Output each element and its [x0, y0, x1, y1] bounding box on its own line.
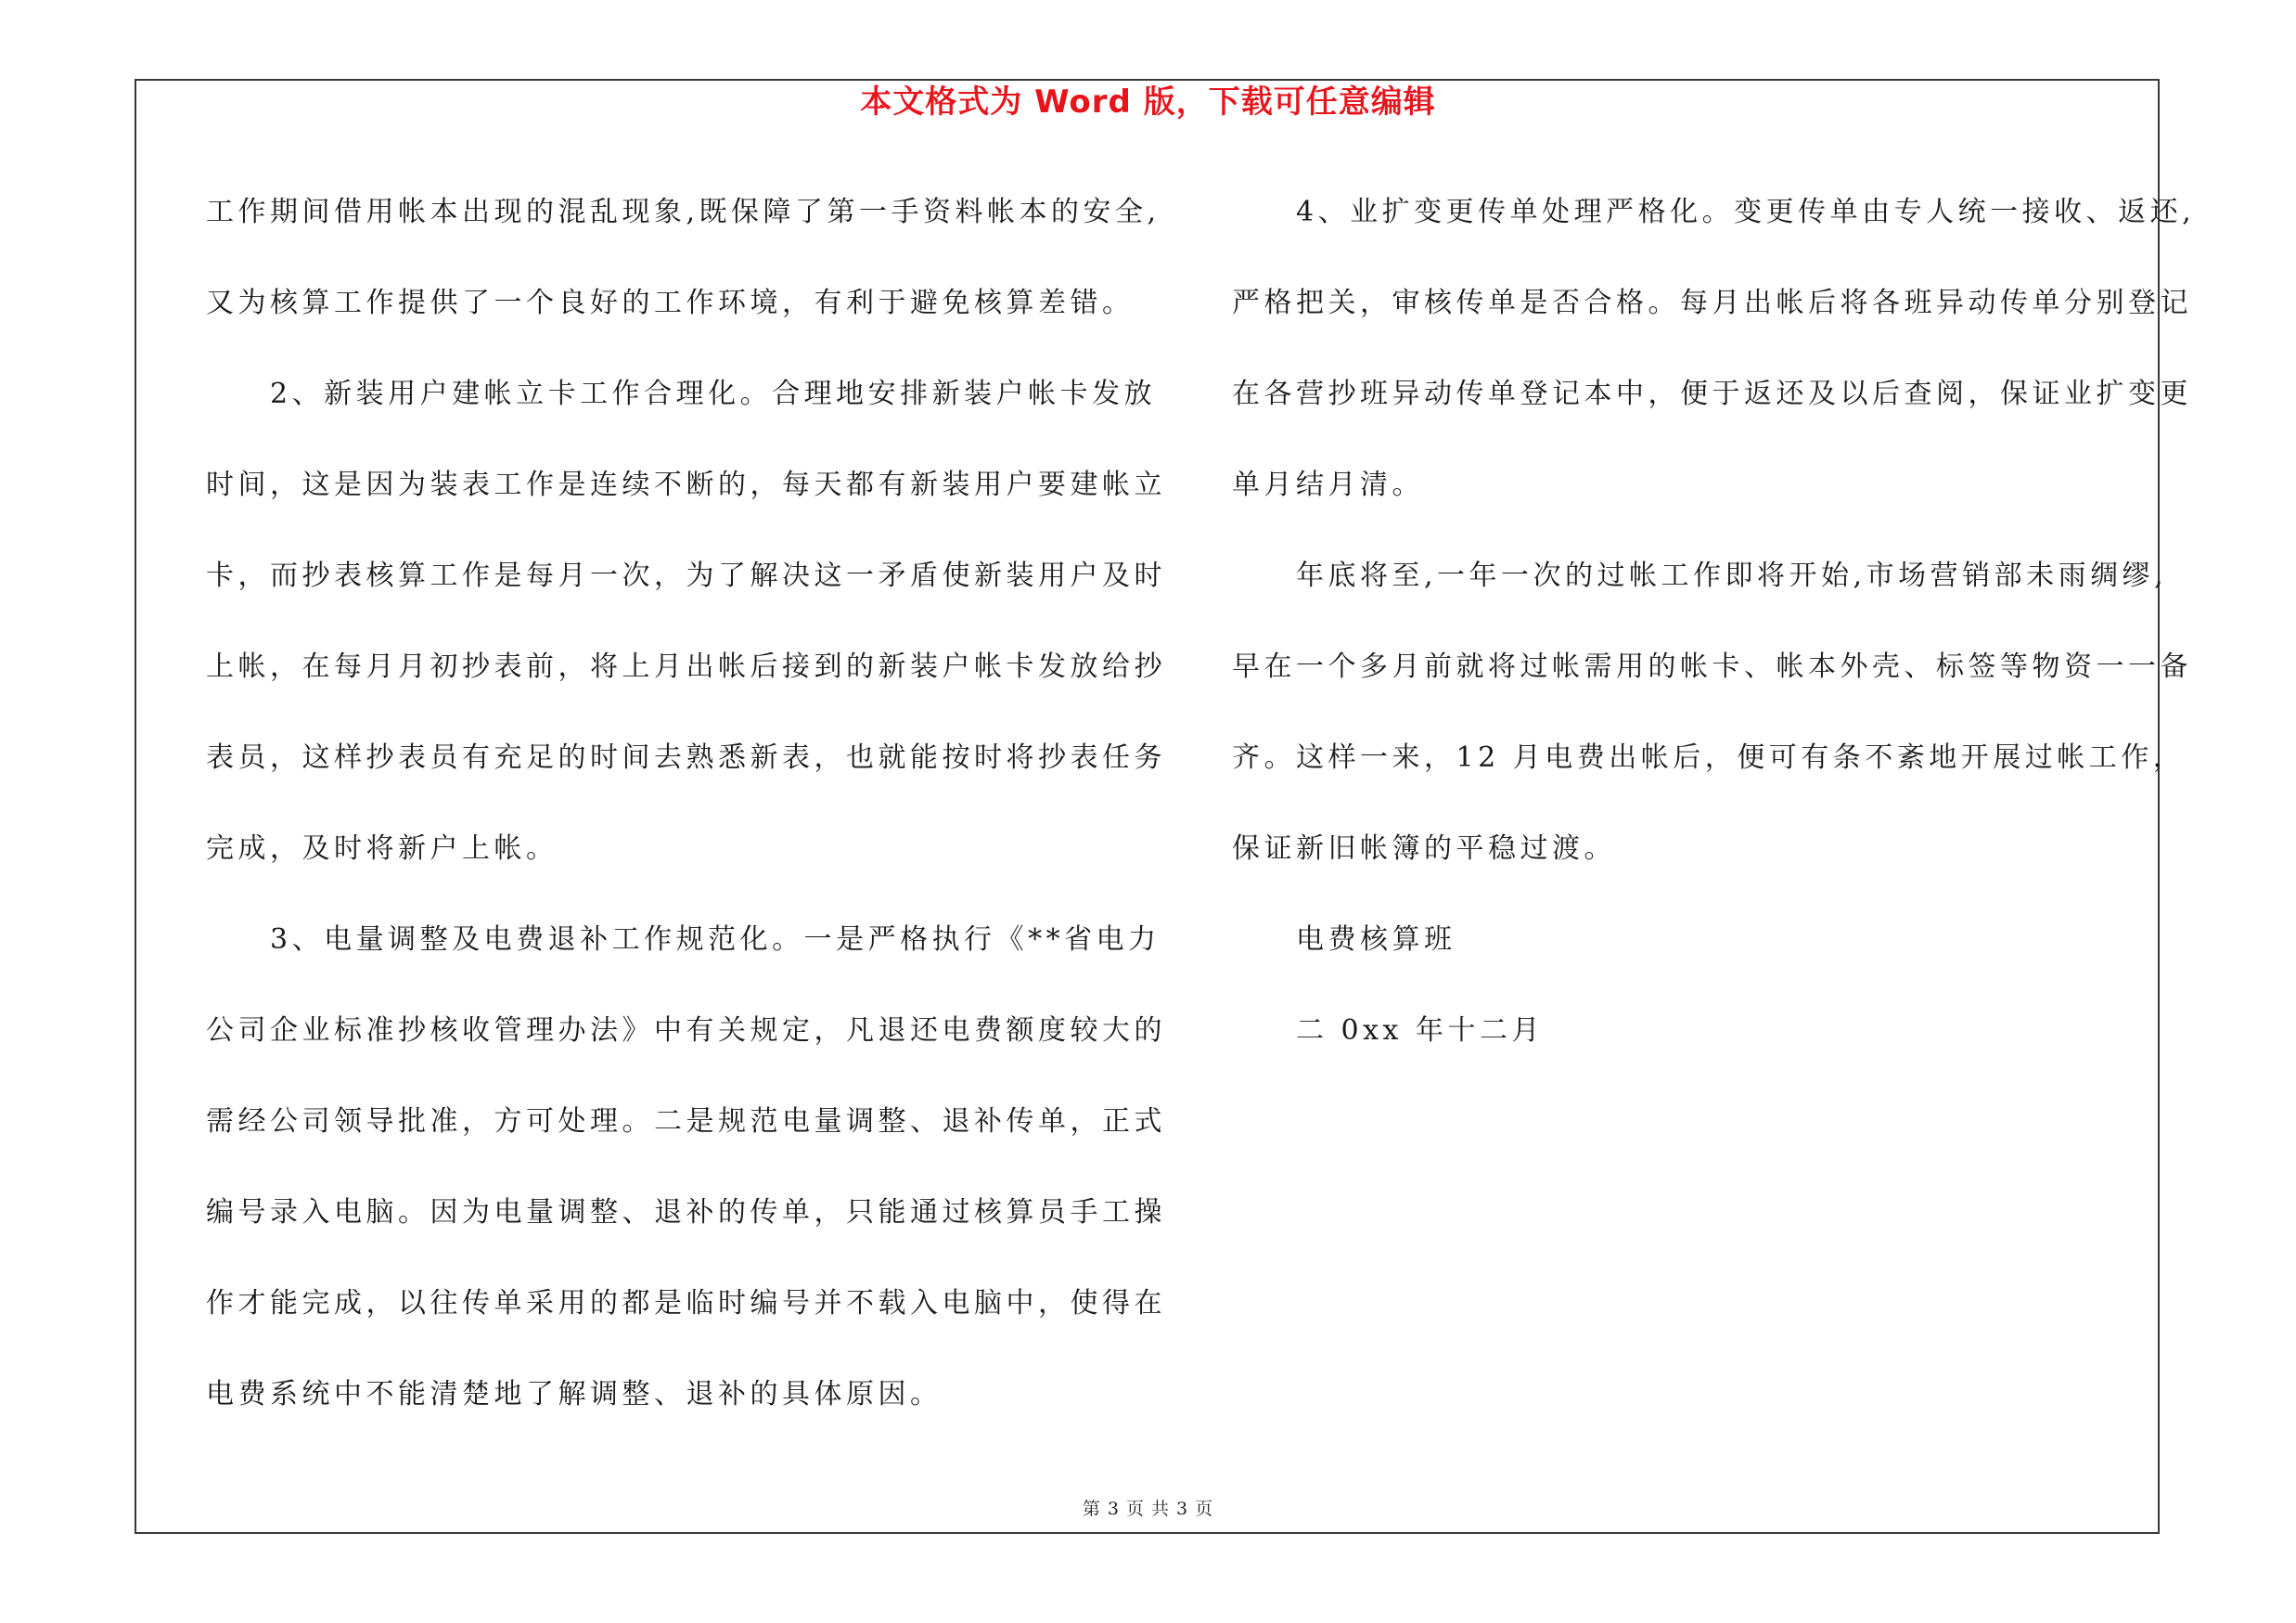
- body-line: 表员，这样抄表员有充足的时间去熟悉新表，也就能按时将抄表任务: [206, 741, 1166, 774]
- body-line: 2、新装用户建帐立卡工作合理化。合理地安排新装户帐卡发放: [206, 378, 1157, 410]
- body-line: 3、电量调整及电费退补工作规范化。一是严格执行《**省电力: [206, 923, 1161, 956]
- body-line: 严格把关，审核传单是否合格。每月出帐后将各班异动传单分别登记: [1232, 287, 2192, 319]
- body-line: 年底将至,一年一次的过帐工作即将开始,市场营销部未雨绸缪,: [1232, 560, 2168, 592]
- body-line: 又为核算工作提供了一个良好的工作环境，有利于避免核算差错。: [206, 287, 1135, 319]
- body-line: 工作期间借用帐本出现的混乱现象,既保障了第一手资料帐本的安全,: [206, 196, 1161, 228]
- body-line: 完成，及时将新户上帐。: [206, 832, 558, 865]
- signature-date: 二 0xx 年十二月: [1232, 1014, 1544, 1047]
- body-line: 单月结月清。: [1232, 469, 1424, 501]
- body-line: 时间，这是因为装表工作是连续不断的，每天都有新装用户要建帐立: [206, 469, 1166, 501]
- body-line: 4、业扩变更传单处理严格化。变更传单由专人统一接收、返还,: [1232, 196, 2196, 228]
- body-line: 公司企业标准抄核收管理办法》中有关规定，凡退还电费额度较大的: [206, 1014, 1166, 1047]
- body-line: 卡，而抄表核算工作是每月一次，为了解决这一矛盾使新装用户及时: [206, 560, 1166, 592]
- body-line: 早在一个多月前就将过帐需用的帐卡、帐本外壳、标签等物资一一备: [1232, 650, 2192, 683]
- body-line: 保证新旧帐簿的平稳过渡。: [1232, 832, 1616, 865]
- body-line: 需经公司领导批准，方可处理。二是规范电量调整、退补传单，正式: [206, 1105, 1166, 1138]
- body-line: 在各营抄班异动传单登记本中，便于返还及以后查阅，保证业扩变更: [1232, 378, 2192, 410]
- format-banner: 本文格式为 Word 版，下载可任意编辑: [860, 84, 1436, 121]
- body-line: 作才能完成，以往传单采用的都是临时编号并不载入电脑中，使得在: [206, 1287, 1166, 1320]
- body-line: 编号录入电脑。因为电量调整、退补的传单，只能通过核算员手工操: [206, 1196, 1166, 1229]
- page-number-footer: 第 3 页 共 3 页: [1082, 1499, 1214, 1519]
- body-line: 电费系统中不能清楚地了解调整、退补的具体原因。: [206, 1378, 943, 1410]
- body-line: 上帐，在每月月初抄表前，将上月出帐后接到的新装户帐卡发放给抄: [206, 650, 1166, 683]
- right-column: [1232, 183, 2196, 1092]
- body-line: 齐。这样一来，12 月电费出帐后，便可有条不紊地开展过帐工作，: [1232, 741, 2186, 774]
- signature-department: 电费核算班: [1232, 923, 1456, 956]
- left-column: [206, 183, 1166, 1456]
